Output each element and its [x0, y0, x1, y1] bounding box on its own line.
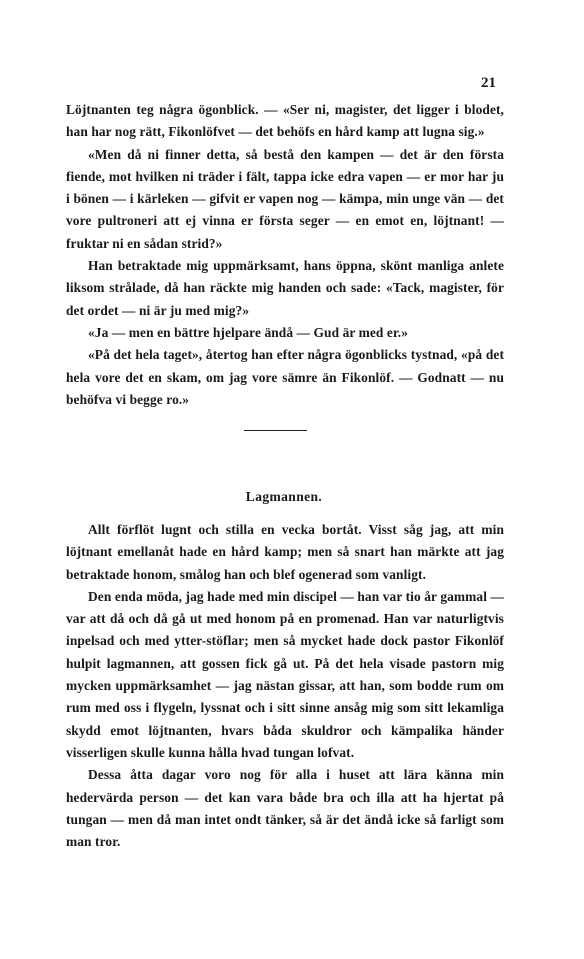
section-one-text	[66, 99, 504, 411]
paragraph: Allt förflöt lugnt och stilla en vecka bortåt. Visst såg jag, att min löjtnant emellanåt hade en hård kamp; men så snart han märkte att jag betraktade honom, smålog han och blef ogenerad som vanligt.	[66, 522, 504, 582]
paragraph: «På det hela taget», återtog han efter några ögonblicks tystnad, «på det hela vore det en skam, om jag vore sämre än Fikonlöf. — Godnatt — nu behöfva vi begge ro.»	[66, 347, 504, 407]
section-heading	[0, 489, 584, 505]
paragraph: Dessa åtta dagar voro nog för alla i huset att lära känna min hedervärda person — det kan vara både bra och illa att ha hjertat på tungan — men då man intet ondt tänker, så är det ändå icke så farligt som man tror.	[66, 767, 504, 850]
paragraph: Han betraktade mig uppmärksamt, hans öppna, skönt manliga anlete liksom strålade, då han räckte mig handen och sade: «Tack, magister, för det ordet — ni är ju med mig?»	[66, 258, 504, 318]
section-two-text	[66, 519, 504, 853]
paragraph: Den enda möda, jag hade med min discipel — han var tio år gammal — var att då och då gå ut med honom på en promenad. Han var naturligtvis inpelsad och med ytter-stöflar; men så mycket hade dock pastor Fikonlöf hulpit lagmannen, att gossen fick gå ut. På det hela visade pastorn mig mycken uppmärksamhet — jag nästan gissar, att han, som bodde rum om rum med oss i flygeln, lyssnat och i sitt sinne ansåg mig som sitt lekamliga skydd emot löjtnanten, hvars båda skuldror och kämpalika händer visserligen skulle kunna hålla hvad tungan lofvat.	[66, 588, 504, 760]
section-divider	[244, 430, 307, 431]
paragraph: «Ja — men en bättre hjelpare ändå — Gud är med er.»	[88, 324, 409, 340]
page-number: 21	[481, 75, 496, 91]
paragraph: Löjtnanten teg några ögonblick. — «Ser ni, magister, det ligger i blodet, han har nog rätt, Fikonlöfvet — det behöfs en hård kamp att lugna sig.»	[66, 102, 504, 140]
section-heading-text: Lagmannen.	[245, 489, 323, 504]
paragraph: «Men då ni finner detta, så bestå den kampen — det är den första fiende, mot hvilken ni träder i fält, tappa icke edra vapen — er mor har ju i bönen — i kärleken — gifvit er vapen nog — kämpa, min unge vän — det vore pultroneri att ej vinna er första seger — en emot en, löjtnant! — fruktar ni en sådan strid?»	[66, 146, 504, 251]
